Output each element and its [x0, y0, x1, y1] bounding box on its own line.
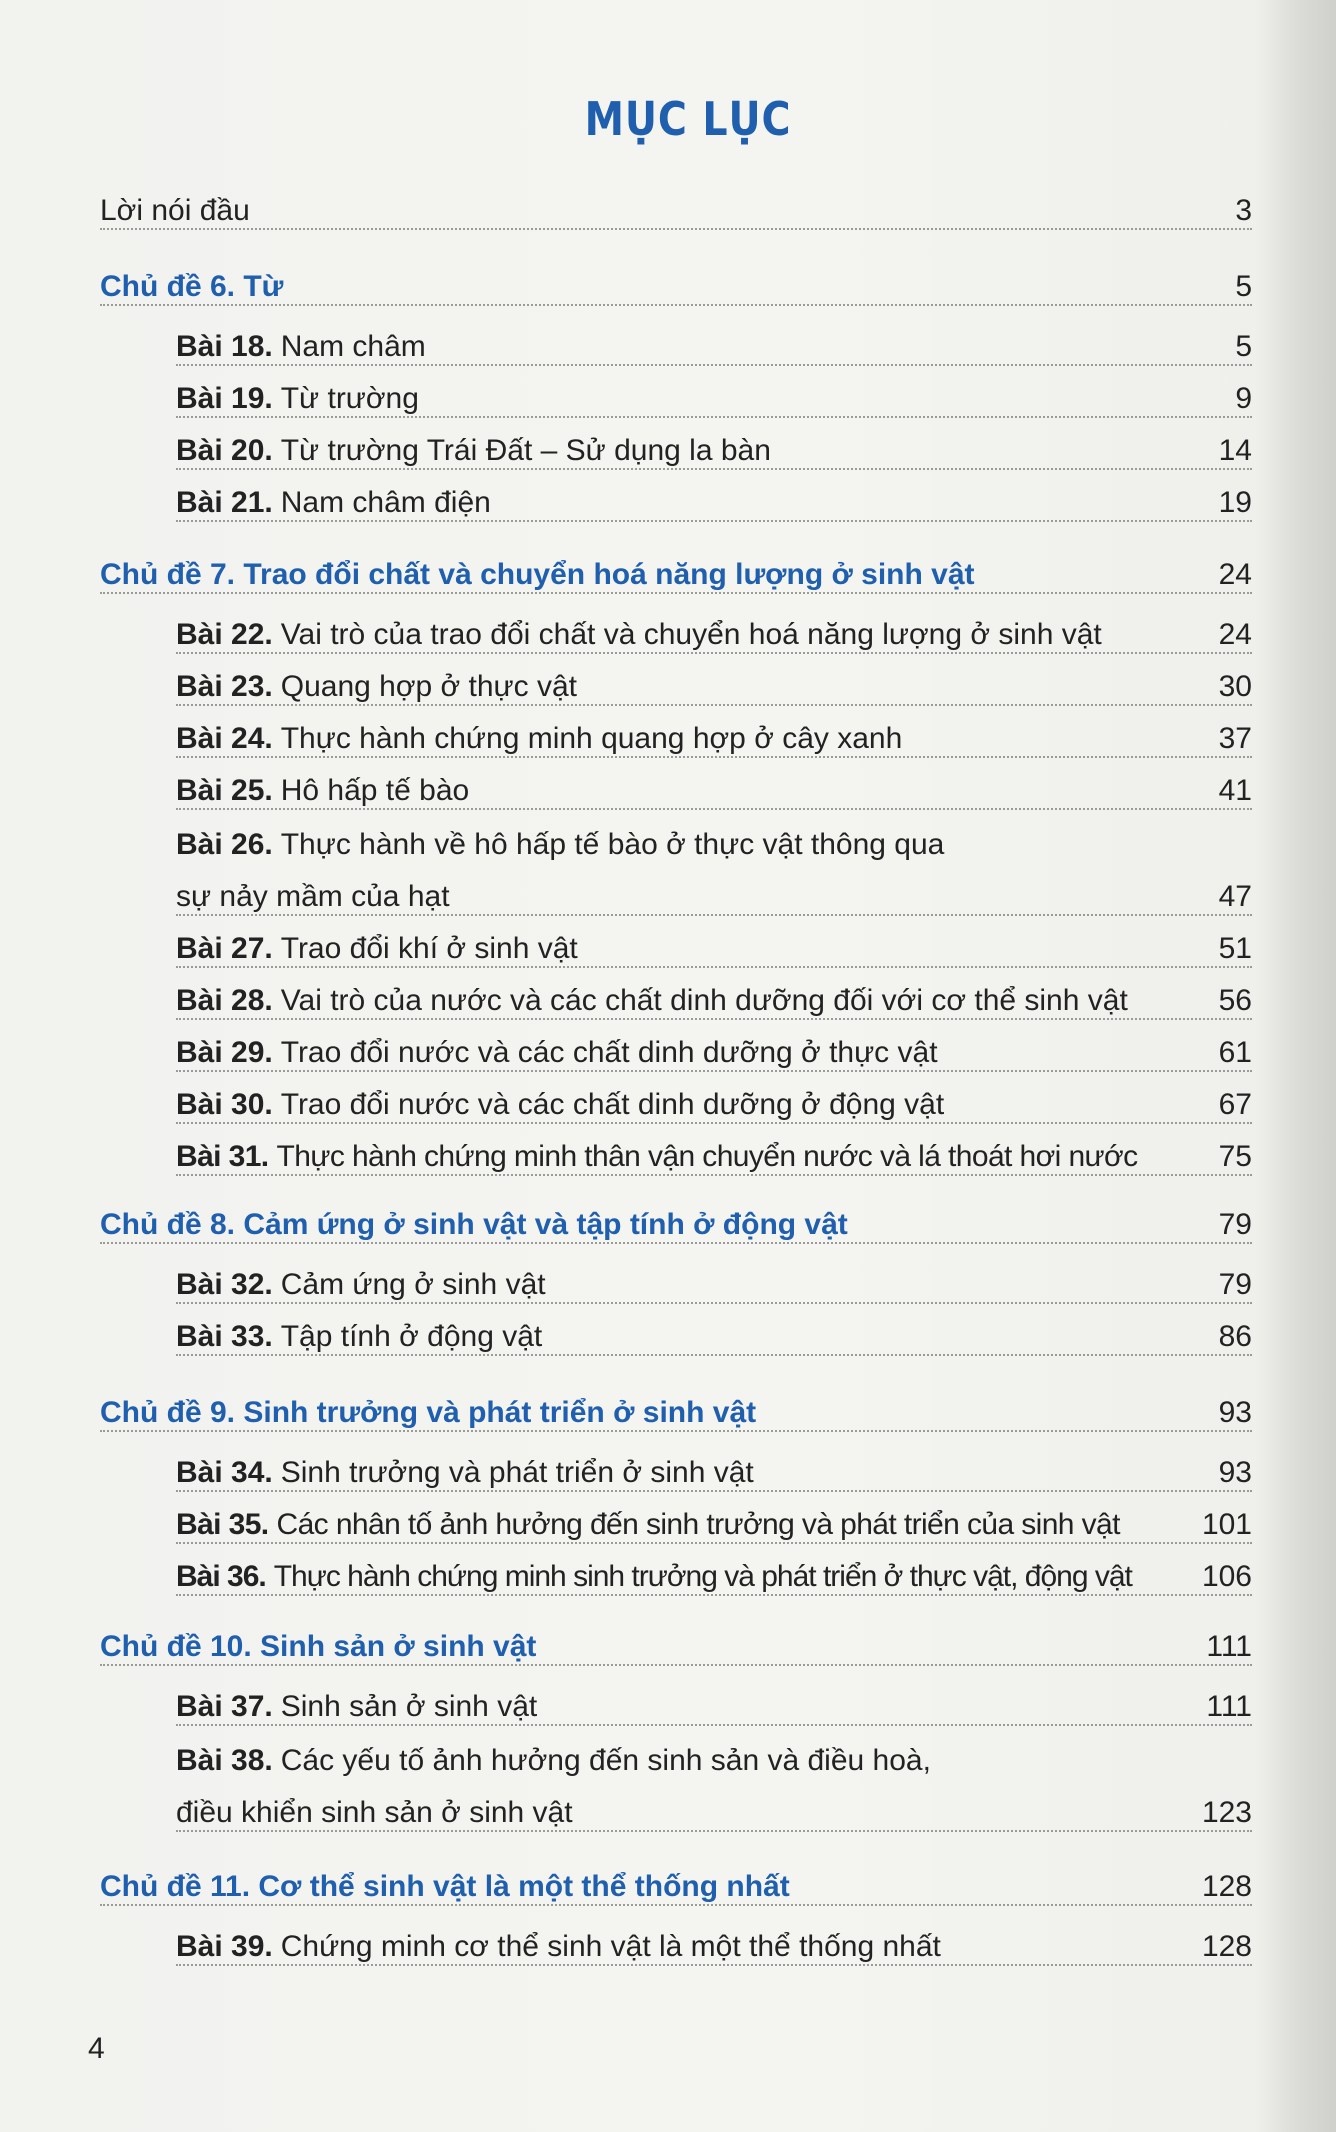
- lesson-page: 5: [1235, 330, 1252, 363]
- lesson-label: Bài 22.: [176, 618, 273, 651]
- chapter-page: 93: [1218, 1396, 1252, 1429]
- lesson-page: 37: [1218, 722, 1252, 755]
- lesson-page: 19: [1218, 486, 1252, 519]
- chapter-title: Chủ đề 10. Sinh sản ở sinh vật: [100, 1630, 537, 1663]
- chapter-page: 24: [1218, 558, 1252, 591]
- lesson-label: Bài 36.: [176, 1560, 266, 1593]
- toc-lesson-23[interactable]: [176, 664, 1252, 706]
- lesson-title: Vai trò của trao đổi chất và chuyển hoá năng lượng ở sinh vật: [280, 618, 1102, 651]
- lesson-page: 41: [1218, 774, 1252, 807]
- lesson-title: Vai trò của nước và các chất dinh dưỡng đối với cơ thể sinh vật: [280, 984, 1128, 1017]
- lesson-title: Trao đổi nước và các chất dinh dưỡng ở thực vật: [280, 1036, 938, 1069]
- toc-lesson-21[interactable]: [176, 480, 1252, 522]
- lesson-label: Bài 21.: [176, 486, 273, 519]
- chapter-title: Chủ đề 9. Sinh trưởng và phát triển ở sinh vật: [100, 1396, 757, 1429]
- toc-chapter-8[interactable]: [100, 1200, 1252, 1244]
- lesson-page: 24: [1218, 618, 1252, 651]
- lesson-page: 106: [1201, 1560, 1252, 1593]
- toc-lesson-39[interactable]: [176, 1924, 1252, 1966]
- lesson-label: Bài 38.: [176, 1744, 273, 1777]
- chapter-title: Chủ đề 11. Cơ thể sinh vật là một thể thống nhất: [100, 1870, 790, 1903]
- chapter-page: 5: [1235, 270, 1252, 303]
- lesson-page: 30: [1218, 670, 1252, 703]
- lesson-page: 86: [1218, 1320, 1252, 1353]
- lesson-label: Bài 27.: [176, 932, 273, 965]
- lesson-label: Bài 33.: [176, 1320, 273, 1353]
- toc-lesson-35[interactable]: [176, 1502, 1252, 1544]
- lesson-title: Thực hành về hô hấp tế bào ở thực vật thông qua: [280, 828, 945, 861]
- lesson-title: Tập tính ở động vật: [280, 1320, 543, 1353]
- toc-intro[interactable]: [100, 188, 1252, 230]
- lesson-title: Chứng minh cơ thể sinh vật là một thể thống nhất: [280, 1930, 941, 1963]
- toc-chapter-7[interactable]: [100, 550, 1252, 594]
- toc-lesson-37[interactable]: [176, 1684, 1252, 1726]
- toc-lesson-24[interactable]: [176, 716, 1252, 758]
- lesson-label: Bài 26.: [176, 828, 273, 861]
- lesson-page: 47: [1218, 880, 1252, 913]
- toc-chapter-11[interactable]: [100, 1862, 1252, 1906]
- toc-lesson-31[interactable]: [176, 1134, 1252, 1176]
- lesson-title: Nam châm: [280, 330, 426, 363]
- lesson-label: Bài 28.: [176, 984, 273, 1017]
- toc-lesson-32[interactable]: [176, 1262, 1252, 1304]
- toc-lesson-25[interactable]: [176, 768, 1252, 810]
- lesson-page: 56: [1218, 984, 1252, 1017]
- toc-chapter-9[interactable]: [100, 1388, 1252, 1432]
- lesson-title-cont: sự nảy mầm của hạt: [176, 880, 450, 913]
- toc-lesson-34[interactable]: [176, 1450, 1252, 1492]
- lesson-page: 14: [1218, 434, 1252, 467]
- lesson-title: Cảm ứng ở sinh vật: [280, 1268, 546, 1301]
- lesson-label: Bài 32.: [176, 1268, 273, 1301]
- lesson-title: Nam châm điện: [280, 486, 491, 519]
- lesson-title: Quang hợp ở thực vật: [280, 670, 577, 703]
- toc-lesson-26-line2[interactable]: [176, 874, 1252, 916]
- lesson-label: Bài 35.: [176, 1508, 269, 1541]
- chapter-page: 111: [1206, 1630, 1252, 1663]
- lesson-page: 79: [1218, 1268, 1252, 1301]
- chapter-title: Chủ đề 8. Cảm ứng ở sinh vật và tập tính ở động vật: [100, 1208, 848, 1241]
- toc-intro-page: 3: [1235, 194, 1252, 227]
- lesson-title: Các nhân tố ảnh hưởng đến sinh trưởng và phát triển của sinh vật: [276, 1508, 1120, 1541]
- lesson-title: Trao đổi nước và các chất dinh dưỡng ở động vật: [280, 1088, 945, 1121]
- chapter-page: 79: [1218, 1208, 1252, 1241]
- toc-lesson-26-line1[interactable]: [176, 820, 1252, 862]
- toc-lesson-36[interactable]: [176, 1554, 1252, 1596]
- lesson-label: Bài 34.: [176, 1456, 273, 1489]
- lesson-title: Từ trường: [280, 382, 419, 415]
- chapter-title: Chủ đề 6. Từ: [100, 270, 284, 303]
- lesson-label: Bài 24.: [176, 722, 273, 755]
- lesson-label: Bài 31.: [176, 1140, 269, 1173]
- toc-lesson-38-line1[interactable]: [176, 1736, 1252, 1778]
- toc-lesson-27[interactable]: [176, 926, 1252, 968]
- toc-lesson-20[interactable]: [176, 428, 1252, 470]
- lesson-page: 111: [1206, 1690, 1252, 1723]
- lesson-title: Các yếu tố ảnh hưởng đến sinh sản và điều hoà,: [280, 1744, 931, 1777]
- lesson-title: Sinh trưởng và phát triển ở sinh vật: [280, 1456, 754, 1489]
- toc-lesson-33[interactable]: [176, 1314, 1252, 1356]
- lesson-page: 123: [1201, 1796, 1252, 1829]
- lesson-label: Bài 29.: [176, 1036, 273, 1069]
- lesson-title: Thực hành chứng minh quang hợp ở cây xanh: [280, 722, 903, 755]
- page-number: 4: [88, 2032, 105, 2065]
- toc-lesson-18[interactable]: [176, 324, 1252, 366]
- lesson-label: Bài 18.: [176, 330, 273, 363]
- lesson-page: 61: [1218, 1036, 1252, 1069]
- lesson-page: 9: [1235, 382, 1252, 415]
- lesson-label: Bài 23.: [176, 670, 273, 703]
- lesson-page: 51: [1218, 932, 1252, 965]
- lesson-label: Bài 37.: [176, 1690, 273, 1723]
- lesson-title: Thực hành chứng minh sinh trưởng và phát triển ở thực vật, động vật: [273, 1560, 1132, 1593]
- toc-lesson-22[interactable]: [176, 612, 1252, 654]
- toc-lesson-29[interactable]: [176, 1030, 1252, 1072]
- lesson-page: 75: [1218, 1140, 1252, 1173]
- lesson-page: 93: [1218, 1456, 1252, 1489]
- toc-lesson-19[interactable]: [176, 376, 1252, 418]
- lesson-page: 67: [1218, 1088, 1252, 1121]
- toc-lesson-38-line2[interactable]: [176, 1790, 1252, 1832]
- toc-chapter-6[interactable]: [100, 262, 1252, 306]
- chapter-title: Chủ đề 7. Trao đổi chất và chuyển hoá năng lượng ở sinh vật: [100, 558, 975, 591]
- lesson-title: Sinh sản ở sinh vật: [280, 1690, 538, 1723]
- chapter-page: 128: [1201, 1870, 1252, 1903]
- lesson-label: Bài 39.: [176, 1930, 273, 1963]
- lesson-label: Bài 30.: [176, 1088, 273, 1121]
- toc-lesson-28[interactable]: [176, 978, 1252, 1020]
- lesson-title-cont: điều khiển sinh sản ở sinh vật: [176, 1796, 573, 1829]
- lesson-title: Thực hành chứng minh thân vận chuyển nước và lá thoát hơi nước: [276, 1140, 1138, 1173]
- toc-intro-text: Lời nói đầu: [100, 194, 250, 227]
- lesson-label: Bài 25.: [176, 774, 273, 807]
- page-title: MỤC LỤC: [584, 92, 792, 146]
- lesson-label: Bài 19.: [176, 382, 273, 415]
- lesson-page: 101: [1201, 1508, 1252, 1541]
- lesson-title: Trao đổi khí ở sinh vật: [280, 932, 578, 965]
- lesson-page: 128: [1201, 1930, 1252, 1963]
- lesson-title: Hô hấp tế bào: [280, 774, 470, 807]
- lesson-title: Từ trường Trái Đất – Sử dụng la bàn: [280, 434, 771, 467]
- lesson-label: Bài 20.: [176, 434, 273, 467]
- toc-chapter-10[interactable]: [100, 1622, 1252, 1666]
- toc-lesson-30[interactable]: [176, 1082, 1252, 1124]
